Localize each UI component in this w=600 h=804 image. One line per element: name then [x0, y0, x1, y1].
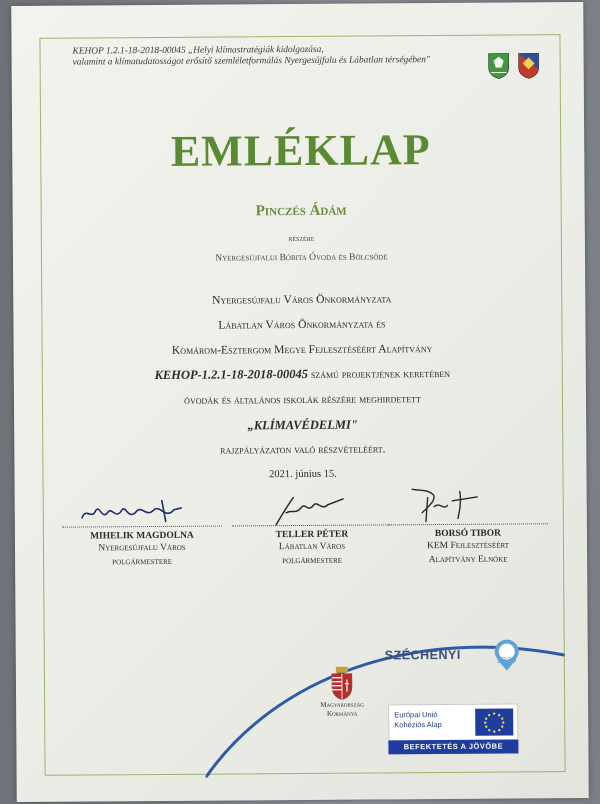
body-line-4	[43, 365, 562, 384]
government-line-1: Magyarország	[320, 700, 364, 709]
labatlan-coat-of-arms-icon	[517, 51, 541, 79]
szechenyi-label: SZÉCHENYI	[384, 647, 461, 663]
signature-block-3	[388, 489, 549, 567]
signer-role-1b: polgármestere	[112, 556, 173, 568]
body-line-2: Lábatlan Város Önkormányzata és	[218, 317, 386, 332]
body-line-5: óvodák és általános iskolák részére meghirdetett	[184, 392, 421, 407]
eu-flag-icon	[475, 709, 513, 736]
signature-line-3	[388, 523, 548, 525]
project-header	[73, 44, 473, 69]
recipient-institution: Nyergesújfalui Bóbita Óvoda és Bölcsőde	[215, 252, 388, 264]
page-title: EMLÉKLAP	[170, 125, 431, 176]
nyergesujfalu-coat-of-arms-icon	[487, 52, 511, 80]
issue-date: 2021. június 15.	[269, 468, 337, 481]
signer-role-1a: Nyergesújfalu Város	[98, 542, 186, 554]
signer-name-3: BORSÓ TIBOR	[434, 528, 502, 540]
signer-role-3b: Alapítvány Elnöke	[428, 554, 508, 566]
recipient-for-label: részére	[288, 232, 315, 244]
eu-line-1: Európai Unió	[394, 710, 438, 720]
government-label	[307, 700, 377, 718]
handwritten-signature-3	[388, 481, 548, 522]
szechenyi-logo-text	[385, 648, 461, 663]
project-code: KEHOP-1.2.1-18-2018-00045	[154, 366, 309, 383]
body-line-3: Komárom-Esztergom Megye Fejlesztéséért Alapítvány	[171, 342, 433, 357]
recipient-name: Pinczés Ádám	[255, 202, 347, 220]
slogan-banner: BEFEKTETÉS A JÖVŐBE	[388, 739, 518, 754]
handwritten-signature-2	[232, 494, 392, 525]
contest-name: „KLÍMAVÉDELMI"	[247, 417, 358, 433]
certificate-paper	[11, 2, 589, 802]
szechenyi-year: 2020	[496, 655, 517, 665]
signer-role-2b: polgármestere	[282, 555, 343, 567]
signer-role-2a: Lábatlan Város	[278, 541, 346, 553]
project-line-1: KEHOP 1.2.1-18-2018-00045 „Helyi klímastratégiák kidolgozása,	[72, 44, 324, 57]
signer-name-1: MIHELIK MAGDOLNA	[90, 530, 194, 542]
eu-line-2: Kohéziós Alap	[394, 720, 442, 730]
body-line-4-rest: számú projektjének keretében	[307, 366, 451, 381]
body-line-7: rajzpályázaton való részvételéért.	[220, 442, 386, 457]
eu-logo-box	[388, 703, 518, 742]
signature-block-2	[232, 490, 393, 568]
body-line-1: Nyergesújfalu Város Önkormányzata	[212, 292, 392, 307]
handwritten-signature-1	[62, 496, 222, 527]
hungarian-coat-of-arms-icon	[328, 667, 356, 701]
signature-row	[44, 489, 564, 583]
certificate-frame	[39, 34, 565, 776]
signer-role-3a: KEM Fejlesztéséért	[426, 540, 510, 552]
government-line-2: Kormánya	[326, 709, 358, 718]
signature-block-1	[62, 492, 223, 570]
project-line-2: valamint a klímatudatosságot erősítő szemléletformálás Nyergesújfalu és Lábatlan térségében"	[72, 55, 430, 68]
signer-name-2: TELLER PÉTER	[275, 529, 349, 541]
